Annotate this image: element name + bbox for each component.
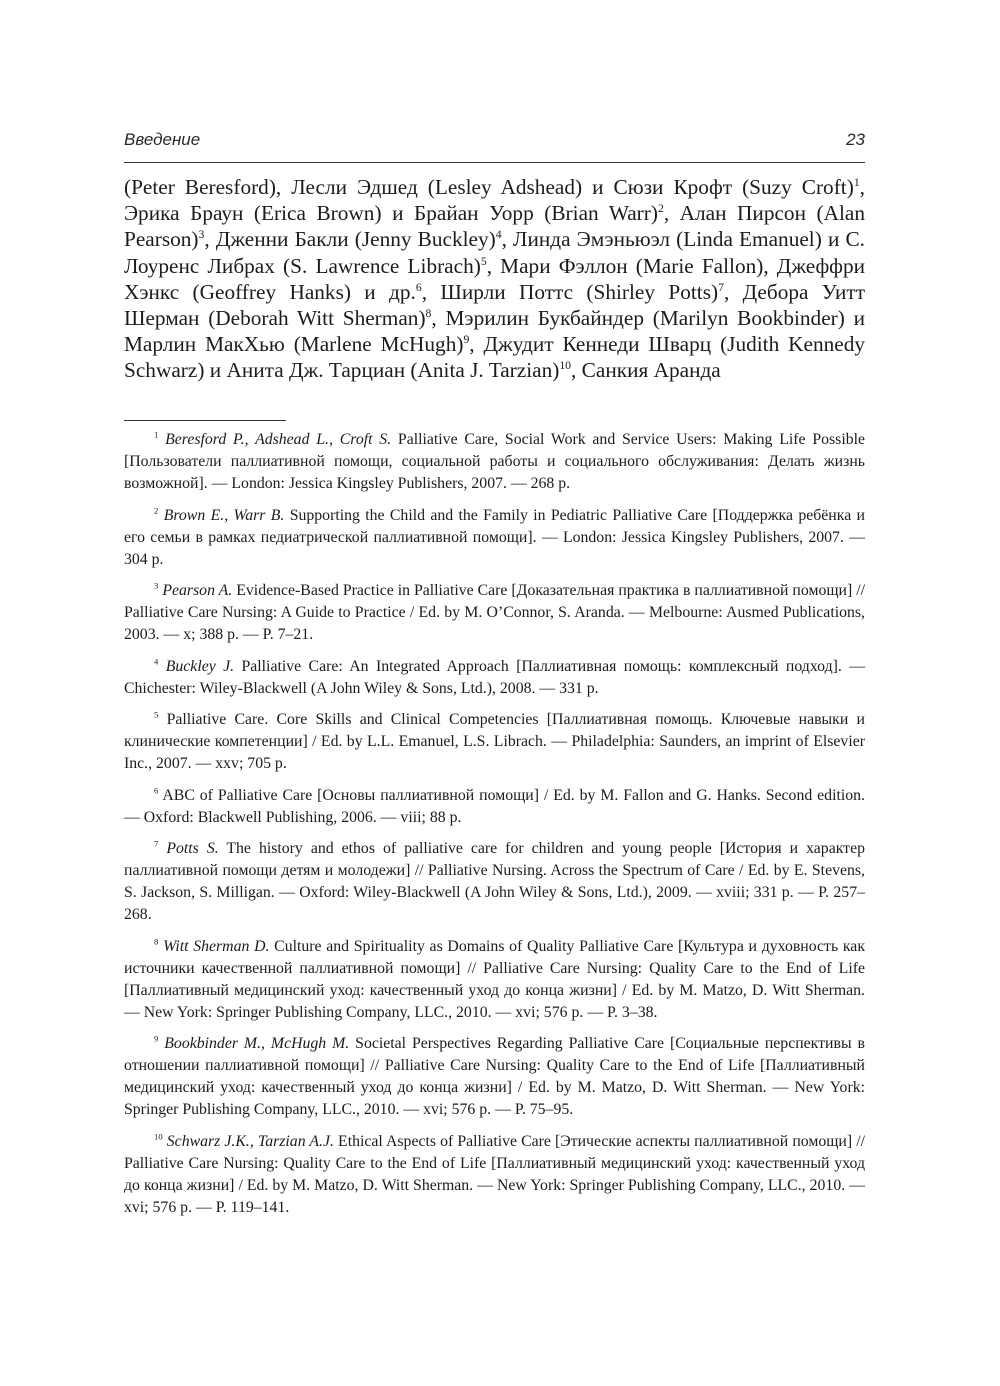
footnote-ref: 5 <box>480 254 487 268</box>
footnote-ref: 9 <box>463 333 470 347</box>
footnote-authors: Witt Sherman D. <box>163 937 270 955</box>
footnote-text: ABC of Palliative Care [Основы паллиативной помощи] / Ed. by M. Fallon and G. Hanks. Second edition. — Oxford: Blackwell Publishing, 2006. — viii; 88 p. <box>124 786 865 826</box>
footnotes-list <box>124 429 865 1228</box>
footnote <box>124 785 865 829</box>
body-text-run: (Peter Beresford), Лесли Эдшед (Lesley Adshead) и Сюзи Крофт (Suzy Croft) <box>124 175 854 199</box>
footnote <box>124 936 865 1024</box>
main-text-paragraph <box>124 174 865 384</box>
footnote-authors: Brown E., Warr B. <box>163 506 285 524</box>
footnote-authors: Bookbinder M., McHugh M. <box>164 1035 350 1052</box>
footnote-authors: Schwarz J.K., Tarzian A.J. <box>166 1132 334 1150</box>
footnote-number: 8 <box>154 936 159 947</box>
body-text-run: , Мэрилин Букбайндер (Marilyn Bookbinder) и Марлин МакХью (Marlene McHugh) <box>124 306 865 357</box>
footnote <box>124 429 865 495</box>
footnote-text: Evidence-Based Practice in Palliative Care [Доказательная практика в паллиативной помощи] // Palliative Care Nursing: A Guide to Practice / Ed. by M. O’Connor, S. Aranda. — Melbourne: Ausmed Publications, 2003. — x; 388 p. — P. 7–21. <box>124 582 866 643</box>
footnote-separator <box>124 420 286 421</box>
footnote-number: 7 <box>154 838 159 849</box>
body-text-run: , Эрика Браун (Erica Brown) и Брайан Уорр (Brian Warr) <box>124 175 865 226</box>
footnote <box>124 656 865 700</box>
page-number: 23 <box>846 130 865 149</box>
footnote-text: Palliative Care: An Integrated Approach [Паллиативная помощь: комплексный подход]. — Chichester: Wiley-Blackwell (A John Wiley & Sons, Ltd.), 2008. — 331 p. <box>124 657 865 697</box>
footnote-ref: 8 <box>425 306 432 320</box>
footnote-ref: 6 <box>415 280 422 294</box>
body-text-run: , Ширли Поттс (Shirley Potts) <box>421 279 719 304</box>
footnote-number: 1 <box>154 429 159 440</box>
footnote-number: 2 <box>154 505 159 516</box>
footnote <box>124 709 865 775</box>
footnote-ref: 7 <box>718 280 724 294</box>
footnote-ref: 4 <box>495 228 502 242</box>
body-text-run: , Дженни Бакли (Jenny Buckley) <box>204 227 496 252</box>
footnote-number: 5 <box>154 709 159 720</box>
footnote-text: Ethical Aspects of Palliative Care [Этические аспекты паллиативной помощи] // Palliative Care Nursing: Quality Care to the End of Life [Паллиативный медицинский уход: качественный уход до конца жизни] / Ed. by M. Matzo, D. Witt Sherman. — New York: Springer Publishing Company, LLC., 2010. — xvi; 576 p. — P. 119–141. <box>124 1132 866 1216</box>
footnote-text: Palliative Care, Social Work and Service Users: Making Life Possible [Пользователи паллиативной помощи, социальной работы и социального обслуживания: Делать жизнь возможной]. — London: Jessica Kingsley Publishers, 2007. — 268 p. <box>124 431 866 492</box>
footnote-text: Societal Perspectives Regarding Palliative Care [Социальные перспективы в отношении паллиативной помощи] // Palliative Care Nursing: Quality Care to the End of Life [Паллиативный медицинский уход: качественный уход до конца жизни] / Ed. by M. Matzo, D. Witt Sherman. — New York: Springer Publishing Company, LLC., 2010. — xvi; 576 p. — P. 75–95. <box>124 1035 865 1118</box>
footnote-text: Palliative Care. Core Skills and Clinical Competencies [Паллиативная помощь. Ключевые навыки и клинические компетенции] / Ed. by L.L. Emanuel, L.S. Librach. — Philadelphia: Saunders, an imprint of Elsevier Inc., 2007. — xxv; 705 p. <box>124 711 865 772</box>
footnote-ref: 3 <box>198 228 205 242</box>
body-text-run: , Дебора Уитт Шерман (Deborah Witt Sherman) <box>124 279 866 331</box>
footnote-number: 6 <box>154 785 159 796</box>
body-text-run: , Джудит Кеннеди Шварц (Judith Kennedy Schwarz) и Анита Дж. Тарциан (Anita J. Tarzian) <box>124 332 865 383</box>
body-text-run: , Линда Эмэньюэл (Linda Emanuel) и С. Лоуренс Либрах (S. Lawrence Librach) <box>124 227 865 278</box>
footnote-authors: Buckley J. <box>165 657 235 675</box>
footnote <box>124 580 865 646</box>
body-text-run: , Мари Фэллон (Marie Fallon), Джеффри Хэнкс (Geoffrey Hanks) и др. <box>124 253 865 304</box>
footnote-ref: 1 <box>853 175 860 189</box>
footnote-ref: 2 <box>657 202 664 216</box>
running-header <box>124 130 865 150</box>
footnote-text: The history and ethos of palliative care for children and young people [История и характер паллиативной помощи детям и молодежи] // Palliative Nursing. Across the Spectrum of Care / Ed. by E. Stevens, S. Jackson, S. Milligan. — Oxford: Wiley-Blackwell (A John Wiley & Sons, Ltd.), 2009. — xviii; 331 p. — P. 257–268. <box>124 840 865 923</box>
header-rule <box>124 162 865 163</box>
footnote-authors: Beresford P., Adshead L., Croft S. <box>165 431 392 448</box>
footnote <box>124 505 865 571</box>
body-text-run: , Алан Пирсон (Alan Pearson) <box>124 201 865 252</box>
footnote-number: 9 <box>154 1033 159 1044</box>
footnote-number: 3 <box>154 580 159 591</box>
footnote-number: 10 <box>154 1131 163 1142</box>
footnote-text: Supporting the Child and the Family in Pediatric Palliative Care [Поддержка ребёнка и его семьи в рамках педиатрической паллиативной помощи]. — London: Jessica Kingsley Publishers, 2007. — 304 p. <box>124 506 865 568</box>
body-text-run: , Санкия Аранда <box>571 358 721 383</box>
footnote <box>124 1131 865 1219</box>
section-title: Введение <box>124 130 201 149</box>
footnote-authors: Potts S. <box>166 840 219 857</box>
footnote-ref: 10 <box>559 359 572 373</box>
footnote <box>124 1033 865 1121</box>
footnote-authors: Pearson A. <box>162 582 233 599</box>
footnote-text: Culture and Spirituality as Domains of Quality Palliative Care [Культура и духовность как источники качественной паллиативной помощи] // Palliative Care Nursing: Quality Care to the End of Life [Паллиативный медицинский уход: качественный уход до конца жизни] / Ed. by M. Matzo, D. Witt Sherman. — New York: Springer Publishing Company, LLC., 2010. — xvi; 576 p. — P. 3–38. <box>124 937 865 1021</box>
footnote-number: 4 <box>154 656 159 667</box>
footnote <box>124 838 865 926</box>
